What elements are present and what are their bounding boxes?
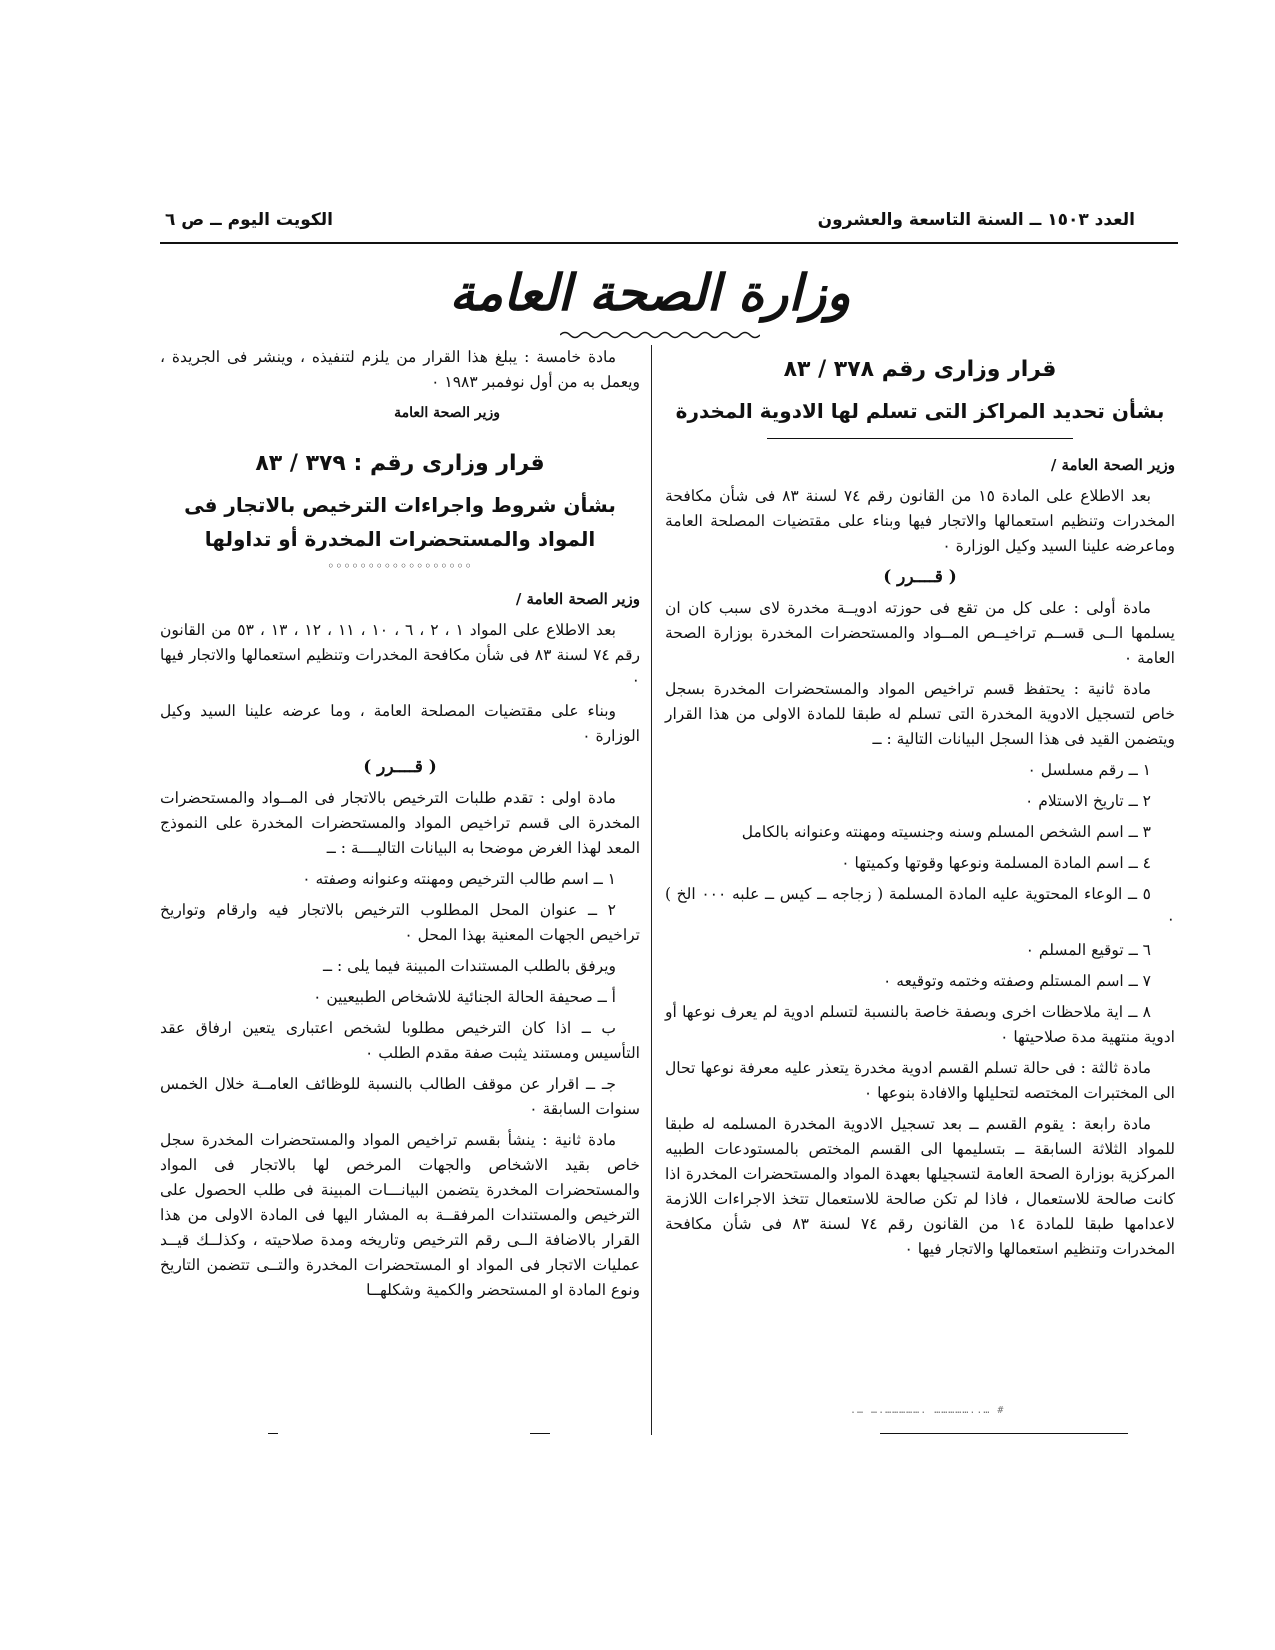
ministry-masthead: وزارة الصحة العامة — [449, 263, 851, 322]
list-item: ٥ ــ الوعاء المحتوية عليه المادة المسلمة ( زجاجه ــ كيس ــ علبه ٠٠٠ الخ ) ٠ — [665, 885, 1175, 928]
list-item: ٣ ــ اسم الشخص المسلم وسنه وجنسيته ومهنته وعنوانه بالكامل — [741, 823, 1151, 841]
footer-rule — [530, 1433, 550, 1434]
attachments-intro: ويرفق بالطلب المستندات المبينة فيما يلى : ــ — [323, 957, 616, 975]
list-item: ب ــ اذا كان الترخيص مطلوبا لشخص اعتبارى يتعين ارفاق عقد التأسيس ومستند يثبت صفة مقدم الطلب ٠ — [160, 1019, 640, 1062]
decision-378-column — [665, 350, 1175, 1268]
decides-mark: ( قــــرر ) — [363, 757, 437, 777]
list-item: ٨ ــ اية ملاحظات اخرى وبصفة خاصة بالنسبة لتسلم ادوية لم يعرف نوعها أو ادوية منتهية مدة صلاحيتها ٠ — [665, 1003, 1175, 1046]
header-rule — [160, 242, 1178, 244]
article-4: مادة رابعة : يقوم القسم ــ بعد تسجيل الادوية المخدرة المسلمه له طبقا للمواد الثلاثة السابقة ــ بتسليمها الى القسم المختص بالمستودعات الطبيه المركزية بوزارة الصحة العامة لتسجيلها بعهدة المواد والمستحضرات المخدرة اذا كانت صالحة للاستعمال ، فاذا لم تكن صالحة للاستعمال تتخذ الاجراءات اللازمة لاعدامها طبقا للمادة ١٤ من القانون رقم ٧٤ لسنة ٨٣ فى شأن مكافحة المخدرات وتنظيم استعمالها والاتجار فيها ٠ — [665, 1115, 1175, 1258]
minister-signature: وزير الصحة العامة — [394, 405, 500, 421]
article-1: مادة أولى : على كل من تقع فى حوزته ادويــة مخدرة لاى سبب كان ان يسلمها الــى قســم تراخيــص المــواد والمستحضرات المخدرة بوزارة الصحة العامة ٠ — [665, 599, 1175, 667]
list-item: ٤ ــ اسم المادة المسلمة ونوعها وقوتها وكميتها ٠ — [841, 854, 1151, 872]
list-item: ١ ــ رقم مسلسل ٠ — [1027, 761, 1151, 779]
scan-stamp: .… ….……………. ……………..… # — [850, 1405, 1005, 1416]
minister-heading: وزير الصحة العامة / — [515, 590, 640, 608]
list-item: ٧ ــ اسم المستلم وصفته وختمه وتوقيعه ٠ — [883, 972, 1151, 990]
preamble: بعد الاطلاع على المادة ١٥ من القانون رقم ٧٤ لسنة ٨٣ فى شأن مكافحة المخدرات وتنظيم استعمالها والاتجار فيها وبناء على مقتضيات المصلحة العامة وماعرضه علينا السيد وكيل الوزارة ٠ — [665, 487, 1175, 555]
article-5: مادة خامسة : يبلغ هذا القرار من يلزم لتنفيذه ، وينشر فى الجريدة ، ويعمل به من أول نوفمبر ١٩٨٣ ٠ — [160, 348, 640, 391]
list-item: ٢ ــ تاريخ الاستلام ٠ — [1025, 792, 1151, 810]
subtitle-underline — [767, 438, 1073, 439]
article-2: مادة ثانية : ينشأ بقسم تراخيص المواد والمستحضرات المخدرة سجل خاص بقيد الاشخاص والجهات المرخص لها بالاتجار فى المواد والمستحضرات المخدرة يتضمن البيانـــات المبينة فى طلب الحصول على الترخيص والمستندات المرفقــة به المشار اليها فى المادة الاولى من هذا القرار بالاضافة الــى رقم الترخيص وتاريخه ومدة صلاحيته ، وكذلــك قيــد عمليات الاتجار فى المواد او المستحضرات المخدرة والتــى تتضمن التاريخ ونوع المادة او المستحضر والكمية وشكلهــا — [160, 1131, 640, 1299]
decides-mark: ( قــــرر ) — [883, 567, 957, 587]
footer-rule — [880, 1433, 1128, 1434]
page-header: الكويت اليوم ــ ص ٦ — [165, 210, 333, 230]
column-divider — [651, 345, 652, 1435]
article-2: مادة ثانية : يحتفظ قسم تراخيص المواد والمستحضرات المخدرة بسجل خاص لتسجيل الادوية المخدرة التى تسلم له طبقا للمادة الاولى من هذا القرار ويتضمن القيد فى هذا السجل البيانات التالية : ــ — [665, 680, 1175, 748]
decision-378-title: قرار وزارى رقم ٣٧٨ / ٨٣ — [783, 357, 1057, 382]
article-1: مادة اولى : تقدم طلبات الترخيص بالاتجار فى المــواد والمستحضرات المخدرة الى قسم تراخيص المواد والمستحضرات المخدرة على النموذج المعد لهذا الغرض موضحا به البيانات التاليــــة : ــ — [160, 789, 640, 857]
decision-379-subtitle-line-1: بشأن شروط واجراءات الترخيص بالاتجار فى — [184, 493, 616, 517]
issue-header: العدد ١٥٠٣ ــ السنة التاسعة والعشرون — [817, 210, 1135, 230]
masthead-wave-ornament — [560, 330, 760, 340]
list-item: جـ ــ اقرار عن موقف الطالب بالنسبة للوظائف العامــة خلال الخمس سنوات السابقة ٠ — [160, 1075, 640, 1118]
preamble-1: بعد الاطلاع على المواد ١ ، ٢ ، ٦ ، ١٠ ، ١١ ، ١٢ ، ١٣ ، ٥٣ من القانون رقم ٧٤ لسنة ٨٣ فى شأن مكافحة المخدرات وتنظيم استعمالها والاتجار فيها ٠ — [160, 621, 640, 689]
decision-379-title: قرار وزارى رقم : ٣٧٩ / ٨٣ — [255, 451, 545, 476]
article-3: مادة ثالثة : فى حالة تسلم القسم ادوية مخدرة يتعذر عليه معرفة نوعها تحال الى المختبرات المختصه لتحليلها والافادة بنوعها ٠ — [665, 1059, 1175, 1102]
decision-379-subtitle-line-2: المواد والمستحضرات المخدرة أو تداولها — [204, 527, 596, 551]
decision-379-column — [160, 345, 640, 1309]
decorative-divider: ◦◦◦◦◦◦◦◦◦◦◦◦◦◦◦◦◦◦ — [327, 559, 473, 573]
list-item: ١ ــ اسم طالب الترخيص ومهنته وعنوانه وصفته ٠ — [302, 870, 616, 888]
footer-rule — [268, 1433, 278, 1434]
decision-378-subtitle: بشأن تحديد المراكز التى تسلم لها الادوية المخدرة — [675, 399, 1165, 423]
preamble-2: وبناء على مقتضيات المصلحة العامة ، وما عرضه علينا السيد وكيل الوزارة ٠ — [160, 702, 640, 745]
minister-heading: وزير الصحة العامة / — [1050, 456, 1175, 474]
list-item: ٦ ــ توقيع المسلم ٠ — [1025, 941, 1151, 959]
list-item: أ ــ صحيفة الحالة الجنائية للاشخاص الطبيعيين ٠ — [313, 988, 616, 1006]
list-item: ٢ ــ عنوان المحل المطلوب الترخيص بالاتجار فيه وارقام وتواريخ تراخيص الجهات المعنية بهذا المحل ٠ — [160, 901, 640, 944]
